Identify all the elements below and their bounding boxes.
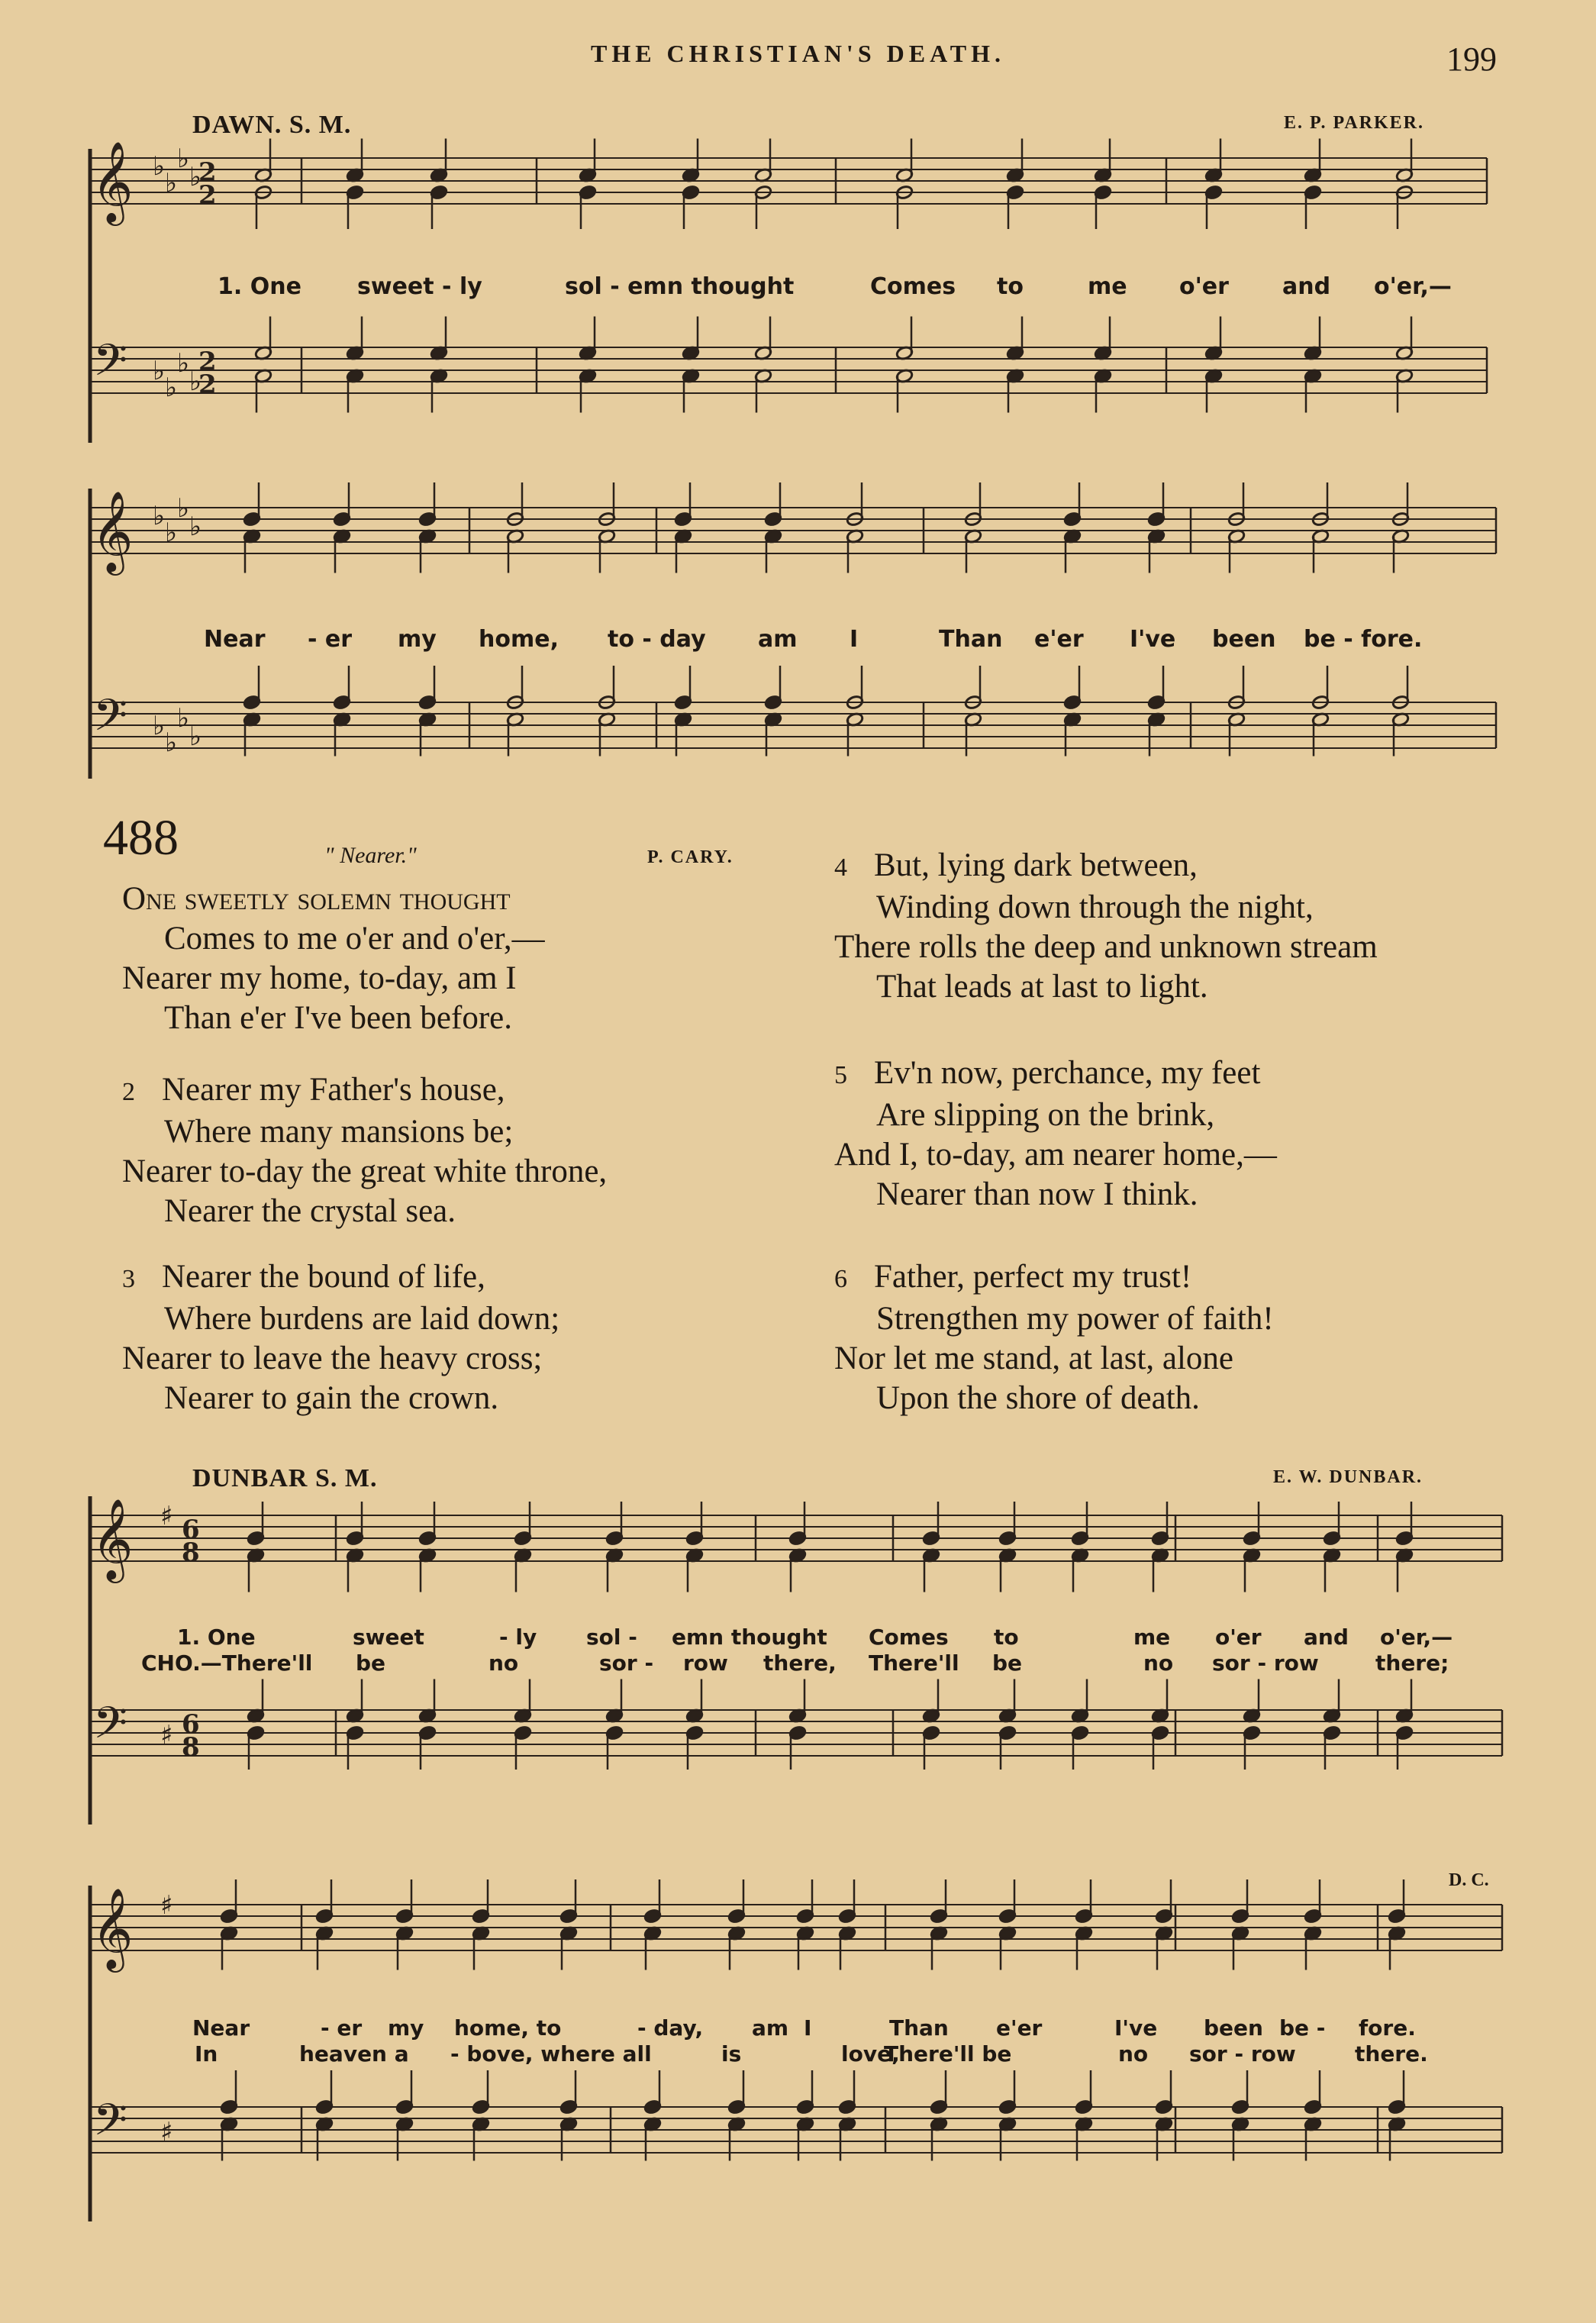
lyric-syllable: sor - row [1189, 2041, 1296, 2067]
lyric-syllable: and [1304, 1624, 1349, 1650]
lyric-syllable: be [356, 1650, 386, 1676]
sharp-icon: ♯ [160, 1890, 173, 1921]
lyric-syllable: o'er [1179, 273, 1229, 300]
verse-4-number: 4 [834, 853, 847, 882]
lyric-syllable: 1. One [218, 273, 301, 300]
verse-5 [834, 1053, 1277, 1215]
lyric-syllable: There'll [869, 1650, 959, 1676]
flat-icon: ♭ [165, 168, 178, 198]
lyric-syllable: - day, [637, 2015, 704, 2041]
lyric-syllable: been [1204, 2015, 1263, 2041]
bass-clef-icon: 𝄢 [93, 334, 128, 397]
lyric-syllable: been [1212, 626, 1276, 653]
lyric-syllable: no [1143, 1650, 1174, 1676]
flat-icon: ♭ [177, 144, 190, 174]
hymn-number: 488 [103, 810, 179, 866]
flat-icon: ♭ [177, 348, 190, 379]
lyric-syllable: Near [192, 2015, 250, 2041]
time-signature: 8 [182, 1537, 200, 1568]
lyric-syllable: I [804, 2015, 812, 2041]
verse-3 [122, 1257, 559, 1418]
time-signature: 2 [198, 369, 217, 400]
lyric-syllable: o'er [1215, 1624, 1262, 1650]
treble-clef-icon: 𝄞 [92, 1498, 134, 1579]
lyric-syllable: sor - row [1212, 1650, 1319, 1676]
lyric-syllable: Comes [870, 273, 956, 300]
bass-clef-icon: 𝄢 [93, 2094, 128, 2157]
lyric-syllable: Comes [869, 1624, 949, 1650]
flat-icon: ♭ [153, 356, 166, 386]
hymn-title: " Nearer." [324, 843, 417, 868]
verse-2 [122, 1070, 607, 1231]
lyric-syllable: to [994, 1624, 1019, 1650]
verse-4-line-1: But, lying dark between, [874, 847, 1198, 883]
lyric-syllable: Than [889, 2015, 949, 2041]
lyric-syllable: heaven a [299, 2041, 409, 2067]
bass-clef-icon: 𝄢 [93, 1697, 128, 1760]
lyric-syllable: home, to [454, 2015, 562, 2041]
verse-1-line-3: Nearer my home, to-day, am I [122, 960, 517, 996]
sharp-icon: ♯ [160, 1501, 173, 1531]
flat-icon: ♭ [177, 493, 190, 524]
lyric-syllable: be - fore. [1304, 626, 1423, 653]
treble-clef-icon: 𝄞 [92, 1887, 134, 1969]
treble-clef-icon: 𝄞 [92, 140, 134, 222]
lyric-syllable: CHO.—There'll [141, 1650, 313, 1676]
verse-1-line-2: Comes to me o'er and o'er,— [164, 921, 545, 957]
verse-5-line-3: And I, to-day, am nearer home,— [834, 1137, 1277, 1173]
flat-icon: ♭ [189, 162, 202, 192]
verse-6-line-3: Nor let me stand, at last, alone [834, 1341, 1234, 1376]
lyric-syllable: be [992, 1650, 1023, 1676]
verse-4-line-3: There rolls the deep and unknown stream [834, 929, 1378, 965]
flat-icon: ♭ [153, 711, 166, 741]
verse-6-number: 6 [834, 1265, 847, 1293]
lyric-syllable: o'er,— [1374, 273, 1452, 300]
lyric-syllable: is [721, 2041, 742, 2067]
page-number: 199 [1446, 40, 1497, 78]
lyric-syllable: Than [939, 626, 1003, 653]
verse-2-number: 2 [122, 1078, 135, 1106]
verse-1 [122, 879, 545, 1038]
tune-name-dunbar: DUNBAR S. M. [192, 1464, 378, 1492]
lyric-syllable: sol - [586, 1624, 637, 1650]
verse-2-line-2: Where many mansions be; [164, 1114, 514, 1150]
verse-6-line-2: Strengthen my power of faith! [876, 1301, 1274, 1337]
lyric-syllable: - er [321, 2015, 363, 2041]
verse-1-line-1: One sweetly solemn thought [122, 881, 511, 917]
composer-dawn: E. P. PARKER. [1284, 113, 1425, 133]
dc-marking: D. C. [1449, 1870, 1489, 1890]
time-signature: 8 [182, 1732, 200, 1763]
composer-dunbar: E. W. DUNBAR. [1273, 1467, 1424, 1487]
treble-clef-icon: 𝄞 [92, 490, 134, 572]
verse-2-line-1: Nearer my Father's house, [162, 1072, 505, 1108]
verse-3-line-2: Where burdens are laid down; [164, 1301, 560, 1337]
verse-4-line-2: Winding down through the night, [876, 889, 1314, 925]
verse-2-line-4: Nearer the crystal sea. [164, 1193, 456, 1229]
lyric-syllable: sweet - ly [357, 273, 482, 300]
lyric-syllable: love, [841, 2041, 900, 2067]
verse-5-line-2: Are slipping on the brink, [876, 1097, 1215, 1133]
bass-clef-icon: 𝄢 [93, 689, 128, 752]
lyric-syllable: There'll be [884, 2041, 1012, 2067]
verse-3-line-1: Nearer the bound of life, [162, 1259, 485, 1295]
time-signature: 2 [198, 180, 217, 211]
lyric-syllable: home, [479, 626, 559, 653]
verse-3-number: 3 [122, 1265, 135, 1293]
hymn-author: P. CARY. [647, 847, 734, 867]
verse-4-line-4: That leads at last to light. [876, 969, 1208, 1005]
lyric-syllable: my [398, 626, 437, 653]
lyric-syllable: to - day [608, 626, 706, 653]
verse-6 [834, 1257, 1274, 1418]
verse-4 [834, 846, 1378, 1007]
tune-name-dawn: DAWN. S. M. [192, 111, 352, 139]
lyric-syllable: sol - emn thought [565, 273, 795, 300]
verse-5-line-1: Ev'n now, perchance, my feet [874, 1055, 1261, 1091]
flat-icon: ♭ [165, 518, 178, 548]
lyric-syllable: there; [1375, 1650, 1449, 1676]
verse-3-line-4: Nearer to gain the crown. [164, 1380, 499, 1416]
lyric-syllable: I've [1114, 2015, 1158, 2041]
flat-icon: ♭ [189, 721, 202, 752]
verse-6-line-1: Father, perfect my trust! [874, 1259, 1192, 1295]
lyric-syllable: sor - [599, 1650, 654, 1676]
lyric-syllable: and [1282, 273, 1331, 300]
time-signature: 6 [182, 1515, 200, 1545]
lyric-syllable: no [1118, 2041, 1149, 2067]
lyric-syllable: me [1133, 1624, 1171, 1650]
lyric-syllable: am [752, 2015, 789, 2041]
flat-icon: ♭ [165, 728, 178, 758]
flat-icon: ♭ [177, 703, 190, 734]
lyric-syllable: emn thought [672, 1624, 827, 1650]
verse-5-line-4: Nearer than now I think. [876, 1176, 1198, 1212]
verse-2-line-3: Nearer to-day the great white throne, [122, 1153, 608, 1189]
lyric-syllable: In [195, 2041, 218, 2067]
lyric-syllable: my [388, 2015, 424, 2041]
flat-icon: ♭ [189, 511, 202, 542]
time-signature: 6 [182, 1709, 200, 1740]
verse-1-line-4: Than e'er I've been before. [164, 1000, 512, 1036]
lyric-syllable: - ly [499, 1624, 537, 1650]
lyric-syllable: e'er [1034, 626, 1084, 653]
verse-6-line-4: Upon the shore of death. [876, 1380, 1200, 1416]
sharp-icon: ♯ [160, 2117, 173, 2147]
lyric-syllable: sweet [353, 1624, 424, 1650]
time-signature: 2 [198, 157, 217, 188]
lyric-syllable: I've [1130, 626, 1176, 653]
sharp-icon: ♯ [160, 1720, 173, 1750]
lyric-syllable: I [850, 626, 859, 653]
lyric-syllable: there, [763, 1650, 837, 1676]
running-header: THE CHRISTIAN'S DEATH. [590, 40, 1006, 67]
lyric-syllable: am [758, 626, 798, 653]
lyric-syllable: - er [308, 626, 353, 653]
lyric-syllable: Near [204, 626, 266, 653]
lyric-syllable: 1. One [177, 1624, 256, 1650]
flat-icon: ♭ [153, 151, 166, 182]
lyric-syllable: - bove, where all [450, 2041, 652, 2067]
lyric-syllable: me [1088, 273, 1127, 300]
lyric-syllable: to [997, 273, 1024, 300]
lyric-syllable: row [683, 1650, 728, 1676]
lyric-syllable: e'er [996, 2015, 1043, 2041]
lyric-syllable: be - [1279, 2015, 1326, 2041]
time-signature: 2 [198, 347, 217, 377]
lyric-syllable: no [488, 1650, 519, 1676]
lyric-syllable: o'er,— [1380, 1624, 1453, 1650]
verse-3-line-3: Nearer to leave the heavy cross; [122, 1341, 543, 1376]
verse-5-number: 5 [834, 1061, 847, 1089]
lyric-syllable: there. [1355, 2041, 1428, 2067]
flat-icon: ♭ [165, 373, 178, 403]
flat-icon: ♭ [189, 366, 202, 397]
flat-icon: ♭ [153, 501, 166, 531]
lyric-syllable: fore. [1359, 2015, 1416, 2041]
